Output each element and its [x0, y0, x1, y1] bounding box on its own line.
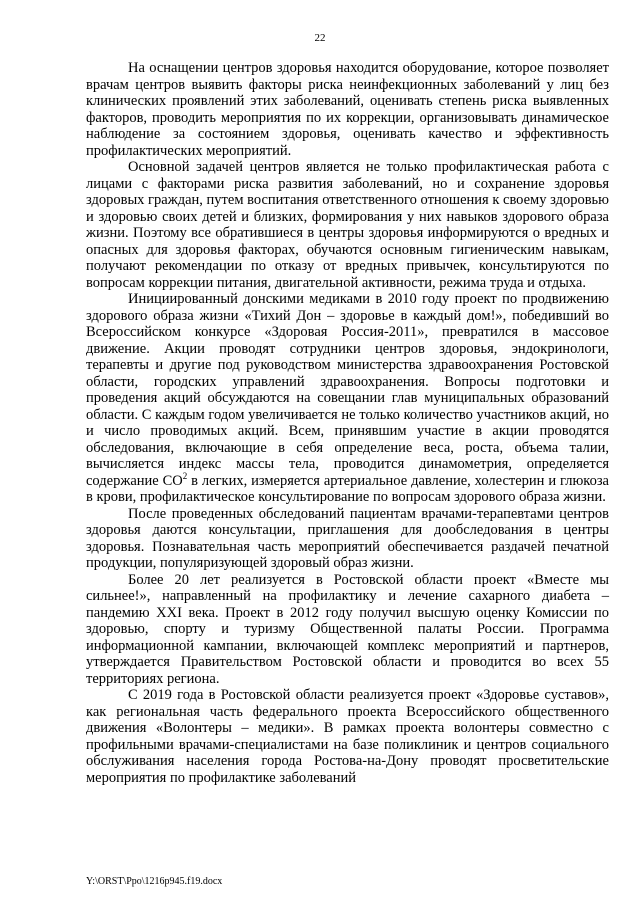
document-body — [86, 60, 609, 786]
paragraph-text: Инициированный донскими медиками в 2010 году проект по продвижению здорового образа жизни «Тихий Дон – здоровье в каждый дом!», победивший во Всероссийском конкурсе «Здоровая Россия-2011», превратился в массовое движение. Акции проводят сотрудники центров здоровья, эндокринологи, терапевты и другие под руководством министерства здравоохранения Ростовской области, городских управлений здравоохранения. Вопросы подготовки и проведения акций обсуждаются на совещании глав муниципальных образований области. С каждым годом увеличивается не только количество участников акций, но и число проводимых акций. Всем, принявшим участие в акции проводятся обследования, включающие в себя определение веса, роста, объема талии, вычисляется индекс массы тела, проводится динамометрия, определяется содержание CO — [86, 291, 609, 489]
page-number: 22 — [314, 32, 326, 44]
paragraph: На оснащении центров здоровья находится оборудование, которое позволяет врачам центров выявить факторы риска неинфекционных заболеваний у лиц без клинических проявлений этих заболеваний, оценивать степень риска выявленных факторов, проводить мероприятия по их коррекции, организовывать динамическое наблюдение за состоянием здоровья, оценивать качество и эффективность профилактических мероприятий. — [86, 60, 609, 159]
footer-file-path: Y:\ORST\Ppo\1216p945.f19.docx — [86, 876, 223, 887]
paragraph: Основной задачей центров является не только профилактическая работа с лицами с факторами риска развития заболеваний, но и сохранение здоровья здоровых граждан, путем воспитания ответственного отношения к своему здоровью и здоровью своих детей и близких, формирования у них навыков здорового образа жизни. Поэтому все обратившиеся в центры здоровья информируются о вредных и опасных для здоровья факторах, обучаются основным гигиеническим навыкам, получают рекомендации по отказу от вредных привычек, консультируются по вопросам коррекции питания, двигательной активности, режима труда и отдыха. — [86, 159, 609, 291]
paragraph: После проведенных обследований пациентам врачами-терапевтами центров здоровья даются консультации, приглашения для дообследования в центры здоровья. Познавательная часть мероприятий обеспечивается раздачей печатной продукции, популяризующей здоровый образ жизни. — [86, 505, 609, 571]
paragraph: С 2019 года в Ростовской области реализуется проект «Здоровье суставов», как региональная часть федерального проекта Всероссийского общественного движения «Волонтеры – медики». В рамках проекта волонтеры совместно с профильными врачами-специалистами на базе поликлиник и центров социального обслуживания населения города Ростова-на-Дону проводят просветительские мероприятия по профилактике заболеваний — [86, 687, 609, 786]
paragraph-text-tail: в легких, измеряется артериальное давление, холестерин и глюкоза в крови, профилактическое консультирование по вопросам здорового образа жизни. — [86, 472, 609, 505]
paragraph — [86, 291, 609, 506]
paragraph: Более 20 лет реализуется в Ростовской области проект «Вместе мы сильнее!», направленный на профилактику и лечение сахарного диабета – пандемию XXI века. Проект в 2012 году получил высшую оценку Комиссии по здоровью, спорту и туризму Общественной палаты России. Программа информационной кампании, включающей комплекс мероприятий и партнеров, утверждается Правительством Ростовской области и проводится во всех 55 территориях региона. — [86, 571, 609, 687]
co2-superscript: 2 — [182, 470, 188, 481]
